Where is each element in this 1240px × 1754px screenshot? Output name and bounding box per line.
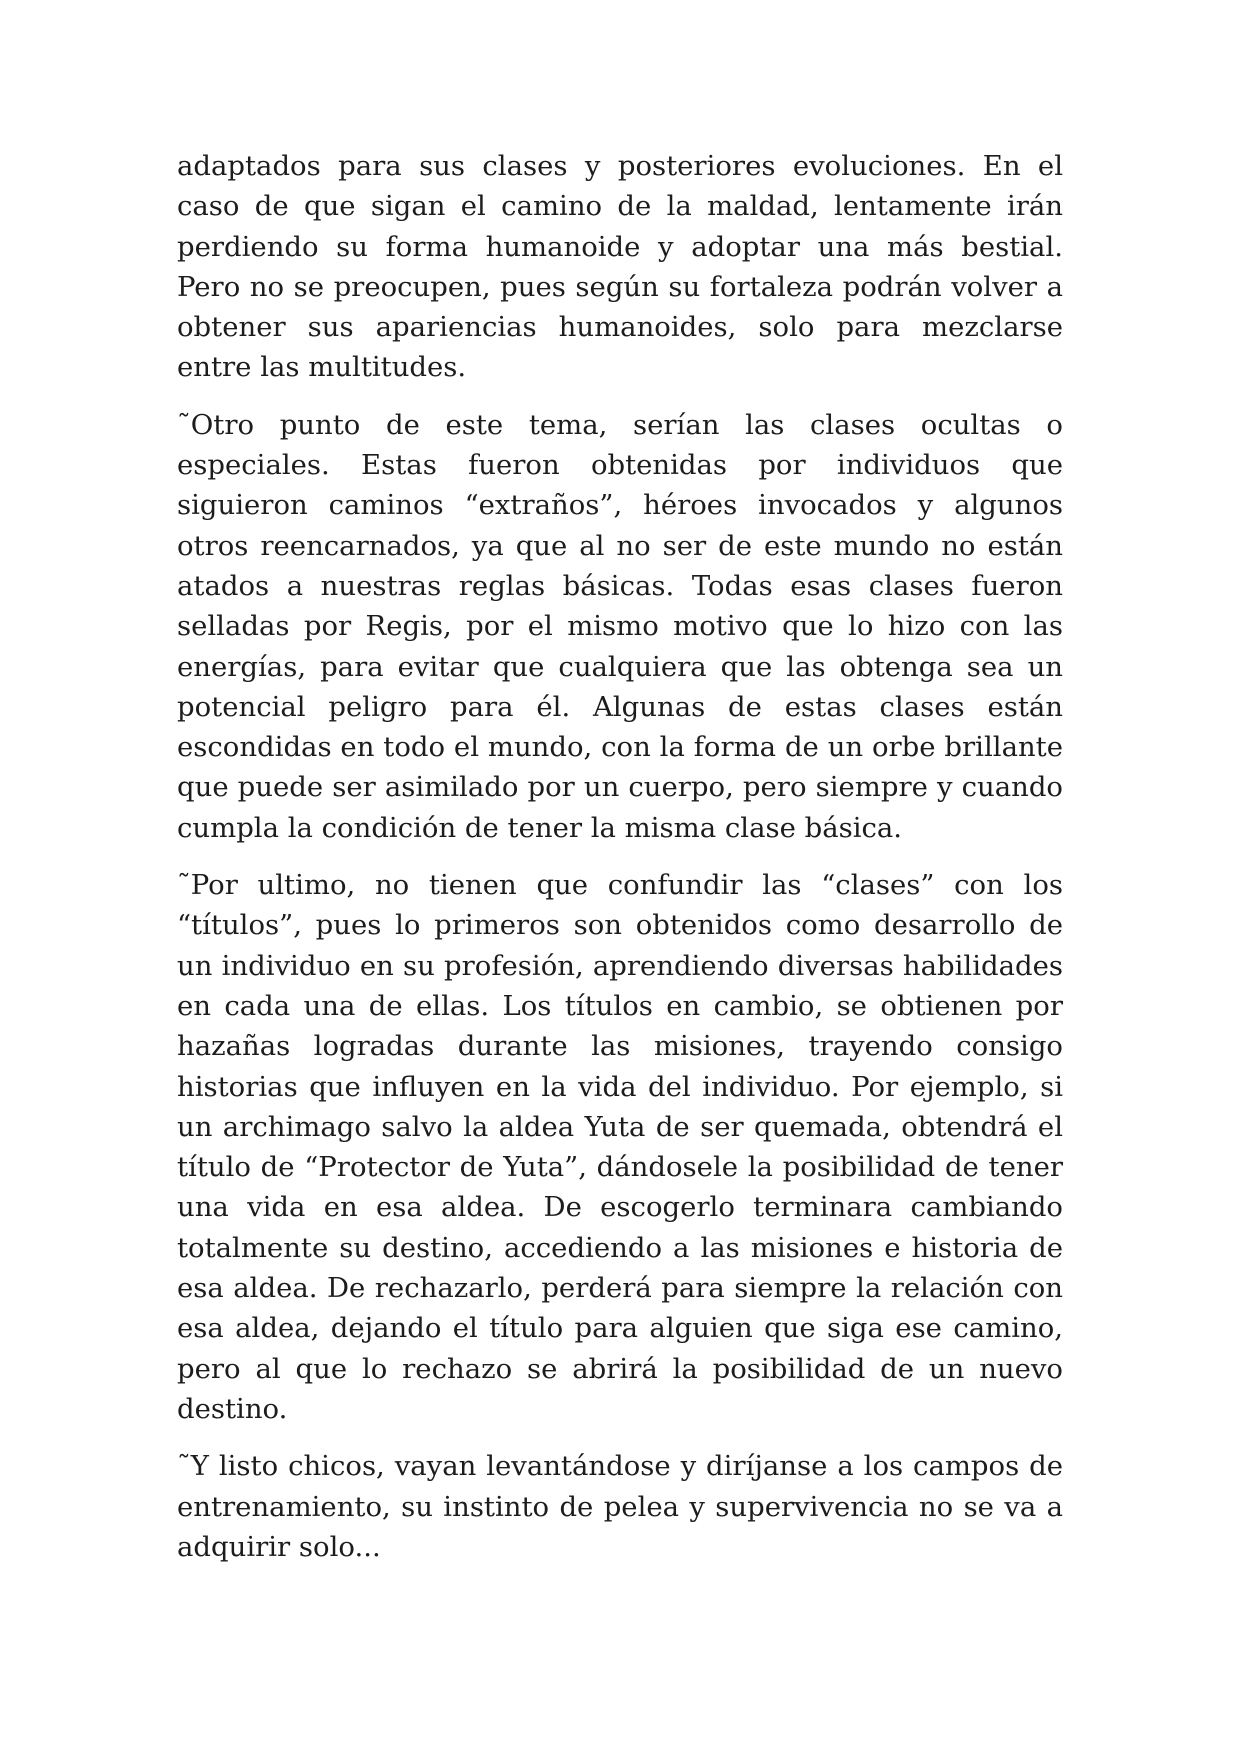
body-text bbox=[177, 146, 1063, 1584]
paragraph-4: ˜Y listo chicos, vayan levantándose y diríjanse a los campos de entrenamiento, su instinto de pelea y supervivencia no se va a adquirir solo... bbox=[177, 1450, 1063, 1563]
paragraph-1: adaptados para sus clases y posteriores evoluciones. En el caso de que sigan el camino de la maldad, lentamente irán perdiendo su forma humanoide y adoptar una más bestial. Pero no se preocupen, pues según su fortaleza podrán volver a obtener sus apariencias humanoides, solo para mezclarse entre las multitudes. bbox=[177, 150, 1063, 384]
paragraph-3: ˜Por ultimo, no tienen que confundir las “clases” con los “títulos”, pues lo primeros son obtenidos como desarrollo de un individuo en su profesión, aprendiendo diversas habilidades en cada una de ellas. Los títulos en cambio, se obtienen por hazañas logradas durante las misiones, trayendo consigo historias que influyen en la vida del individuo. Por ejemplo, si un archimago salvo la aldea Yuta de ser quemada, obtendrá el título de “Protector de Yuta”, dándosele la posibilidad de tener una vida en esa aldea. De escogerlo terminara cambiando totalmente su destino, accediendo a las misiones e historia de esa aldea. De rechazarlo, perderá para siempre la relación con esa aldea, dejando el título para alguien que siga ese camino, pero al que lo rechazo se abrirá la posibilidad de un nuevo destino. bbox=[177, 869, 1063, 1425]
paragraph-2: ˜Otro punto de este tema, serían las clases ocultas o especiales. Estas fueron obtenidas por individuos que siguieron caminos “extraños”, héroes invocados y algunos otros reencarnados, ya que al no ser de este mundo no están atados a nuestras reglas básicas. Todas esas clases fueron selladas por Regis, por el mismo motivo que lo hizo con las energías, para evitar que cualquiera que las obtenga sea un potencial peligro para él. Algunas de estas clases están escondidas en todo el mundo, con la forma de un orbe brillante que puede ser asimilado por un cuerpo, pero siempre y cuando cumpla la condición de tener la misma clase básica. bbox=[177, 408, 1063, 844]
